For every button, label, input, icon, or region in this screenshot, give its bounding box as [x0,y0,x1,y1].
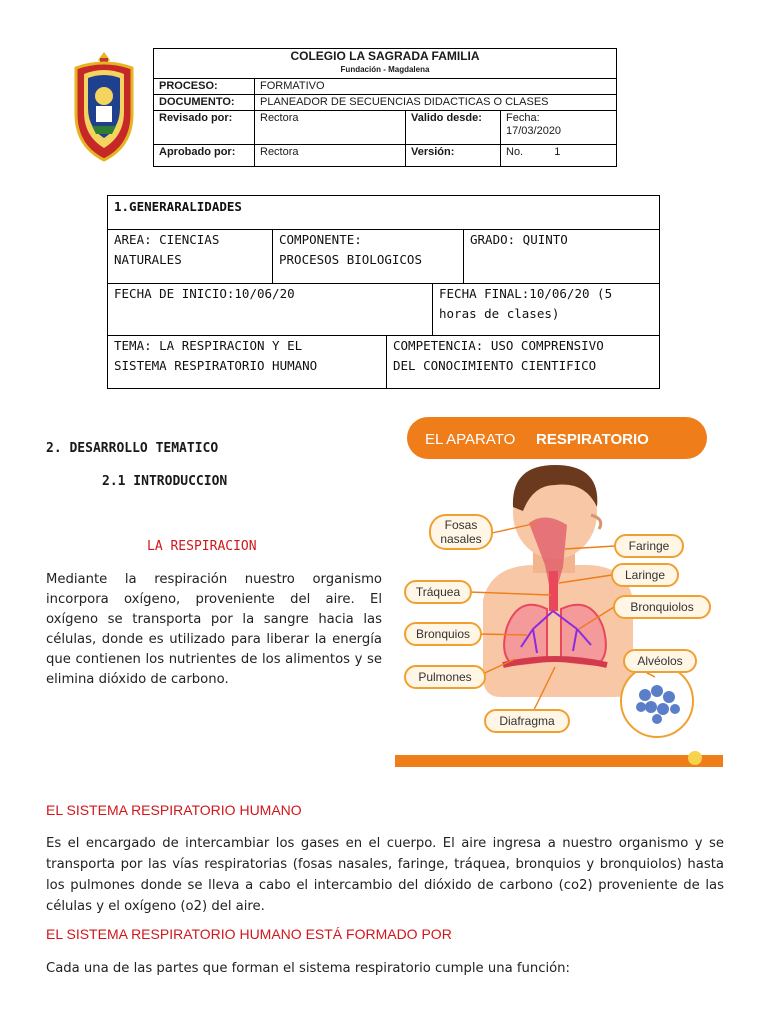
componente-cell [273,230,463,283]
label-alveolos: Alvéolos [637,654,683,668]
aprobado-value: Rectora [255,145,406,167]
fecha-final-cell [433,284,659,335]
documento-label: DOCUMENTO: [154,95,255,111]
no-value: 1 [554,146,561,158]
fecha-inicio: FECHA DE INICIO:10/06/20 [114,286,295,301]
fecha-final-line-2: horas de clases) [439,306,560,321]
formado-title: EL SISTEMA RESPIRATORIO HUMANO ESTÁ FORMADO POR [46,926,452,942]
tema-cell [108,336,387,388]
fecha-value: 17/03/2020 [506,125,562,137]
proceso-value: FORMATIVO [255,79,617,95]
header-table [153,48,617,167]
label-pulmones: Pulmones [418,670,472,684]
valido-label: Valido desde: [406,111,501,145]
formado-paragraph: Cada una de las partes que forman el sistema respiratorio cumple una función: [46,961,570,976]
respiracion-title: LA RESPIRACION [147,539,257,554]
sistema-paragraph: Es el encargado de intercambiar los gases en el cuerpo. El aire ingresa a nuestro organismo y se transporta por las vías respiratorias (fosas nasales, faringe, tráquea, bronquios y bronquiolos) hasta los pulmones donde se lleva a cabo el intercambio del dióxido de carbono (co2) proveniente de las células y el oxígeno (o2) del aire. [46,836,724,914]
area-line-1: AREA: CIENCIAS [114,232,220,247]
area-line-2: NATURALES [114,252,182,267]
grado-cell: GRADO: QUINTO [470,232,568,247]
documento-value: PLANEADOR DE SECUENCIAS DIDACTICAS O CLASES [255,95,617,111]
revisado-value: Rectora [255,111,406,145]
label-diafragma: Diafragma [499,714,555,728]
sistema-title: EL SISTEMA RESPIRATORIO HUMANO [46,802,302,818]
label-fosas-2: nasales [440,532,482,546]
generalidades-area-row [107,229,660,284]
generalidades-fechas-row [107,283,660,336]
trachea-shape [549,571,558,611]
foundation-name: Fundación - Magdalena [340,65,430,74]
fecha-label: Fecha: [506,112,540,124]
label-fosas-1: Fosas [444,518,478,532]
proceso-label: PROCESO: [154,79,255,95]
label-faringe: Faringe [628,539,670,553]
version-cell [501,145,617,167]
banner-text-bold: RESPIRATORIO [536,431,649,448]
revisado-label: Revisado por: [154,111,255,145]
componente-line-1: COMPONENTE: [279,232,362,247]
competencia-line-2: DEL CONOCIMIENTO CIENTIFICO [393,358,597,373]
illustration-footer-strip [395,755,723,767]
generalidades-title-row [107,195,660,230]
tema-line-1: TEMA: LA RESPIRACION Y EL [114,338,303,353]
fecha-final-line-1: FECHA FINAL:10/06/20 (5 [439,286,613,301]
section-heading-desarrollo: 2. DESARROLLO TEMATICO [46,441,219,456]
banner-text-prefix: EL APARATO [425,431,516,448]
no-label: No. [506,146,524,158]
school-crest-logo [70,50,138,162]
mascot-icon [688,751,702,765]
componente-line-2: PROCESOS BIOLOGICOS [279,252,422,267]
aprobado-label: Aprobado por: [154,145,255,167]
generalidades-tema-row [107,335,660,389]
label-laringe: Laringe [624,568,666,582]
label-traquea: Tráquea [415,585,461,599]
tema-line-2: SISTEMA RESPIRATORIO HUMANO [114,358,318,373]
competencia-cell [387,336,659,388]
subheading-introduccion: 2.1 INTRODUCCION [102,474,228,489]
alveoli-inset [621,665,693,737]
respiracion-paragraph: Mediante la respiración nuestro organismo incorpora oxígeno, proveniente del aire. El oxígeno se transporta por la sangre hacia las células, donde es utilizado para liberar la energía que contienen los nutrientes de los alimentos y se elimina dióxido de carbono. [46,572,382,687]
header-title-cell [154,49,617,79]
school-name: COLEGIO LA SAGRADA FAMILIA [290,49,480,63]
version-label: Versión: [406,145,501,167]
respiratory-system-illustration [395,415,723,770]
label-bronquiolos: Bronquiolos [630,600,694,614]
fecha-cell [501,111,617,145]
competencia-line-1: COMPETENCIA: USO COMPRENSIVO [393,338,604,353]
label-bronquios: Bronquios [415,627,471,641]
generalidades-title: 1.GENERARALIDADES [114,199,242,214]
area-cell [108,230,273,283]
